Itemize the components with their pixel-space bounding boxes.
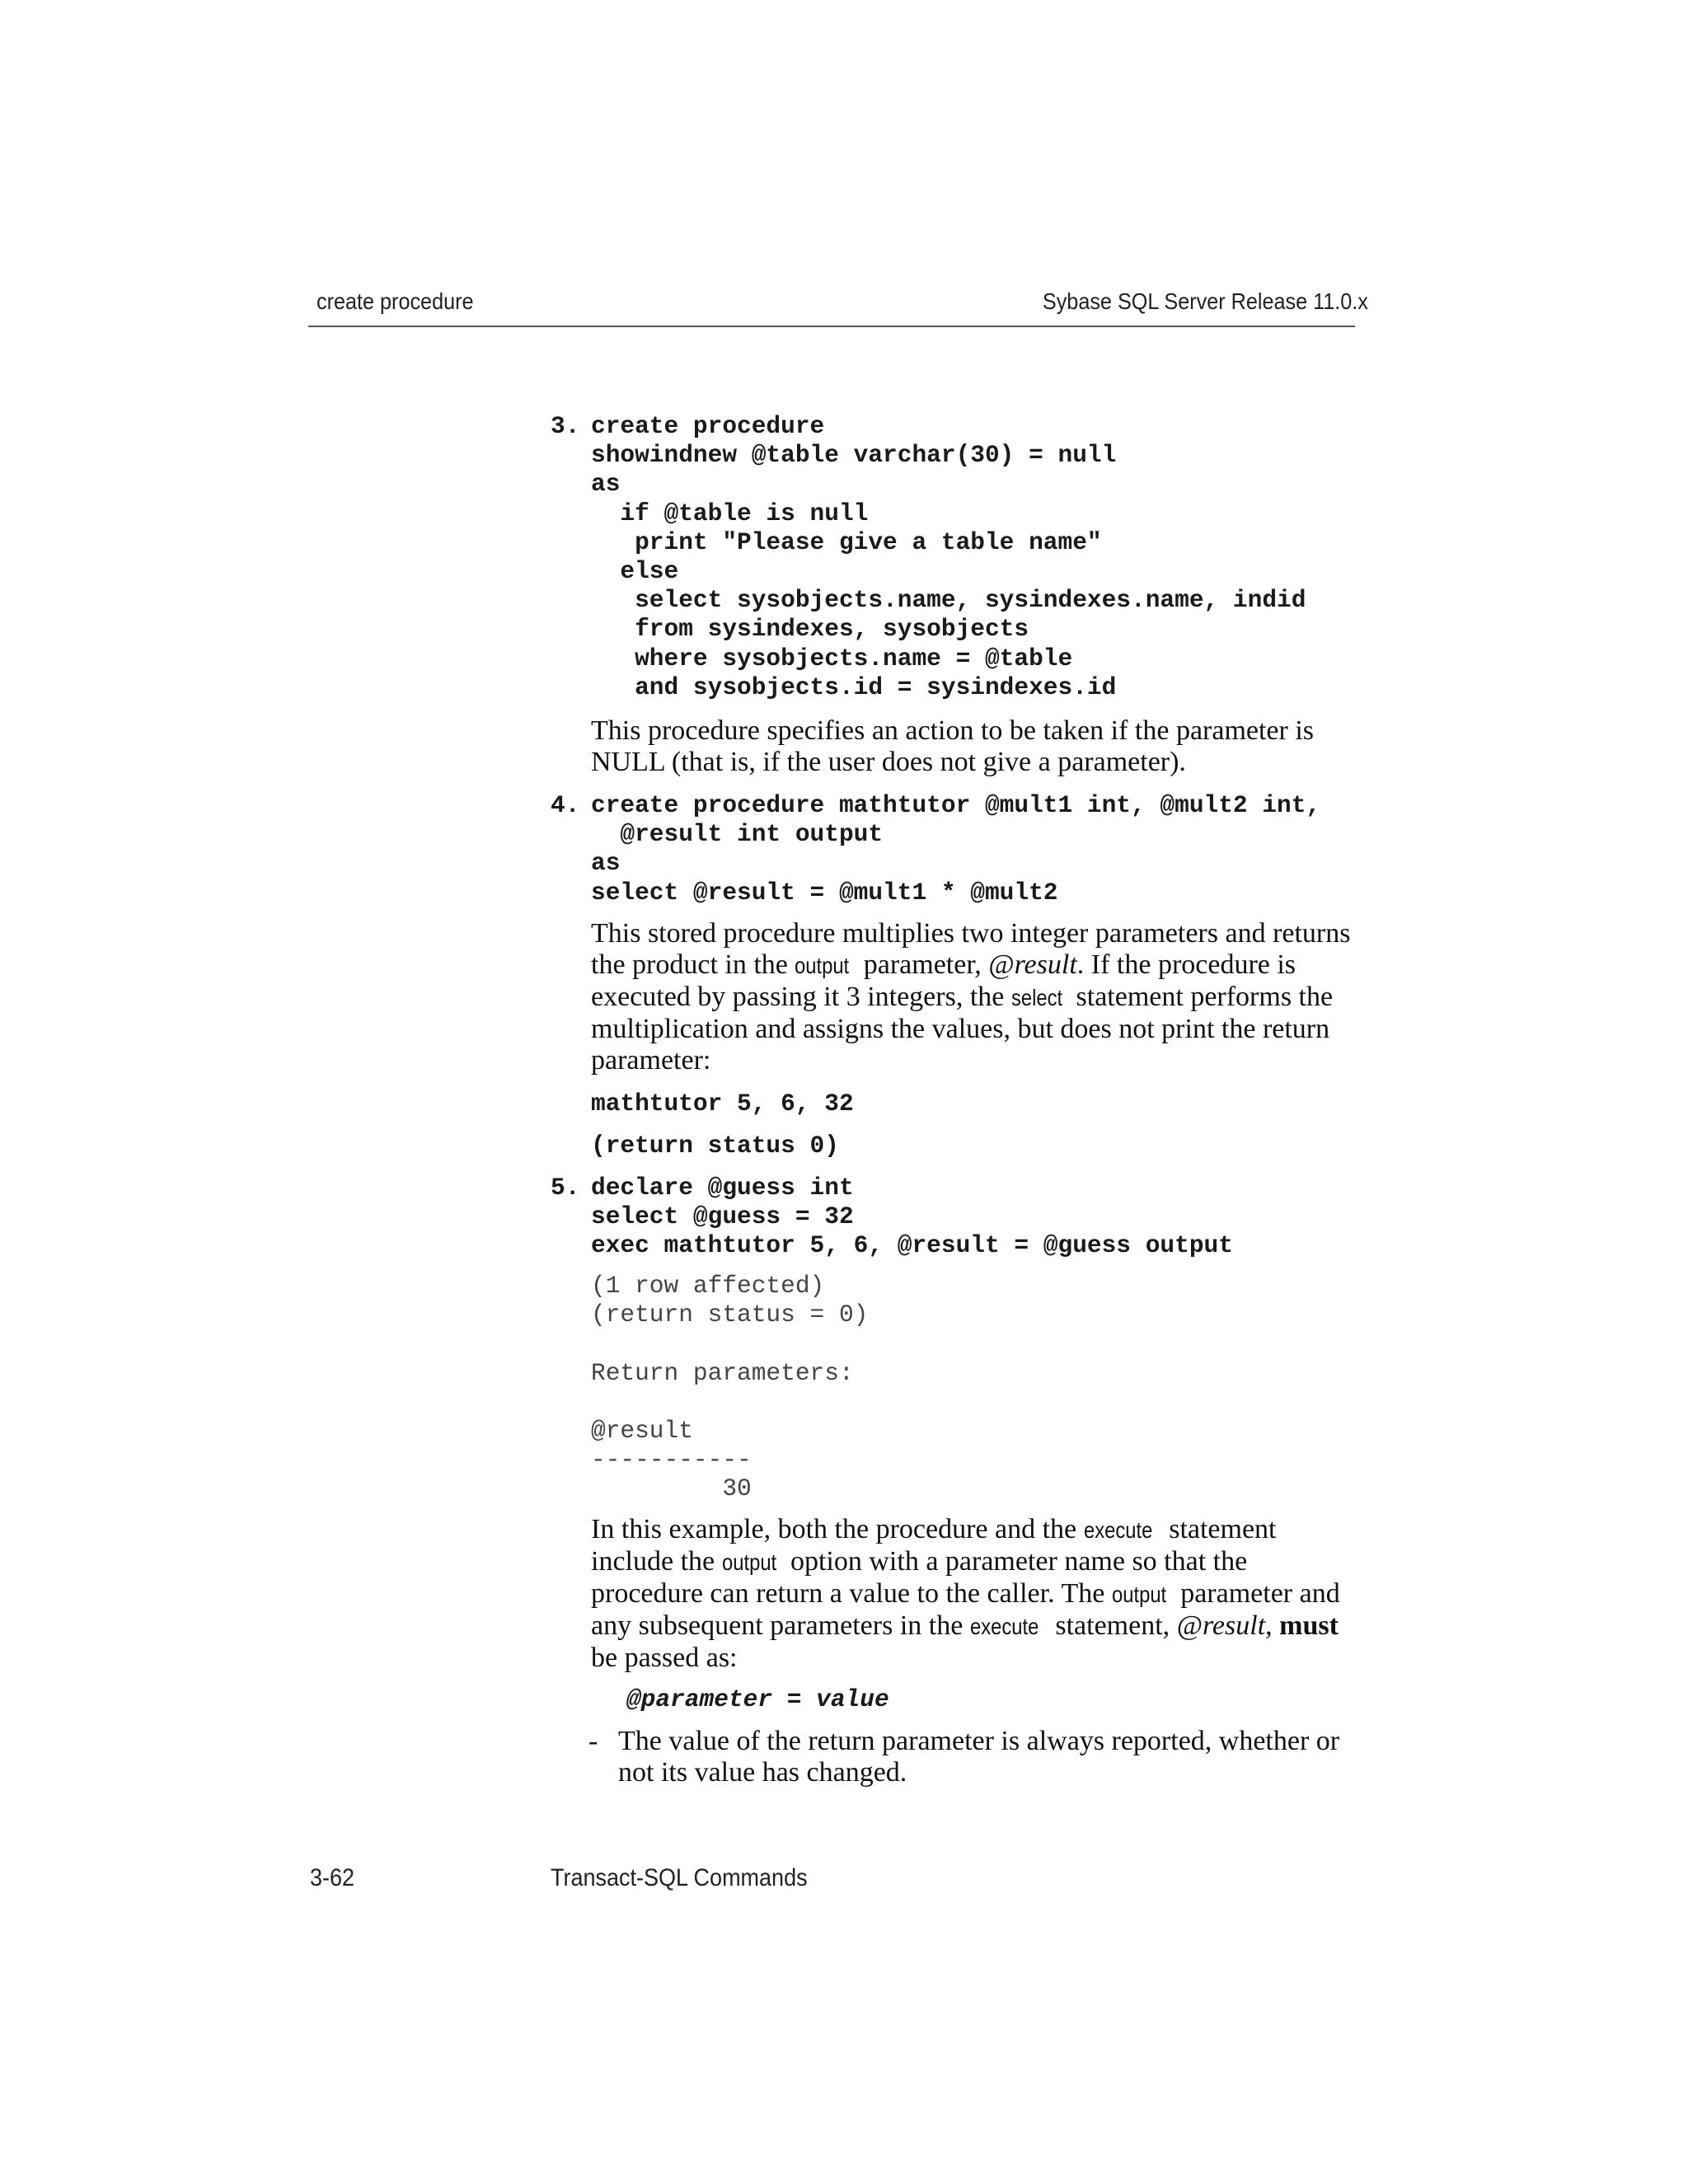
example-5-number: 5. xyxy=(551,1174,580,1202)
parameter-syntax: @parameter = value xyxy=(626,1685,889,1713)
keyword-output: output xyxy=(1111,1582,1167,1607)
example-3-code: create procedure showindnew @table varchar(30) = null as if @table is null print "Please give a table name" else select sysobjects.name, sysindexes.name, indid from sysindexes, sysobjects where sysobjects.name = @table and sysobjects.id = sysindexes.id xyxy=(591,412,1306,701)
keyword-execute: execute xyxy=(969,1614,1039,1639)
example-4-description: This stored procedure multiplies two integer parameters and returns the product in the output parameter, @result. If the procedure is executed by passing it 3 integers, the select statement performs the multiplication and assigns the values, but does not print the return parameter: xyxy=(591,918,1351,1076)
footer-page-number: 3-62 xyxy=(310,1864,355,1891)
running-header-right: Sybase SQL Server Release 11.0.x xyxy=(1042,288,1368,314)
example-4-code: create procedure mathtutor @mult1 int, @mult2 int, @result int output as select @result = @mult1 * @mult2 xyxy=(591,791,1321,907)
param-result: @result xyxy=(988,949,1077,980)
example-4-number: 4. xyxy=(551,791,580,819)
example-5-description: In this example, both the procedure and the execute statement include the output option with a parameter name so that the procedure can return a value to the caller. The output parameter and any subsequent parameters in the execute statement, @result, must be passed as: xyxy=(591,1514,1340,1673)
footer-title: Transact-SQL Commands xyxy=(551,1864,808,1891)
example-5-code: declare @guess int select @guess = 32 exec mathtutor 5, 6, @result = @guess output xyxy=(591,1174,1233,1260)
running-header-left: create procedure xyxy=(316,288,474,314)
example-3-number: 3. xyxy=(551,412,580,440)
bullet-text: The value of the return parameter is always reported, whether or not its value has changed. xyxy=(618,1726,1340,1788)
example-4-call: mathtutor 5, 6, 32 xyxy=(591,1090,854,1118)
keyword-execute: execute xyxy=(1083,1517,1153,1543)
bullet-dash: - xyxy=(588,1726,598,1756)
keyword-output: output xyxy=(721,1549,776,1575)
header-rule xyxy=(308,326,1355,327)
keyword-select: select xyxy=(1010,985,1063,1010)
keyword-output: output xyxy=(795,953,850,978)
param-result: @result xyxy=(1176,1610,1266,1641)
example-3-description: This procedure specifies an action to be taken if the parameter is NULL (that is, if the user does not give a parameter). xyxy=(591,715,1315,777)
example-5-output: (1 row affected) (return status = 0) Return parameters: @result ----------- 30 xyxy=(591,1272,869,1503)
emphasis-must: must xyxy=(1279,1610,1339,1641)
example-4-return-status: (return status 0) xyxy=(591,1132,839,1160)
